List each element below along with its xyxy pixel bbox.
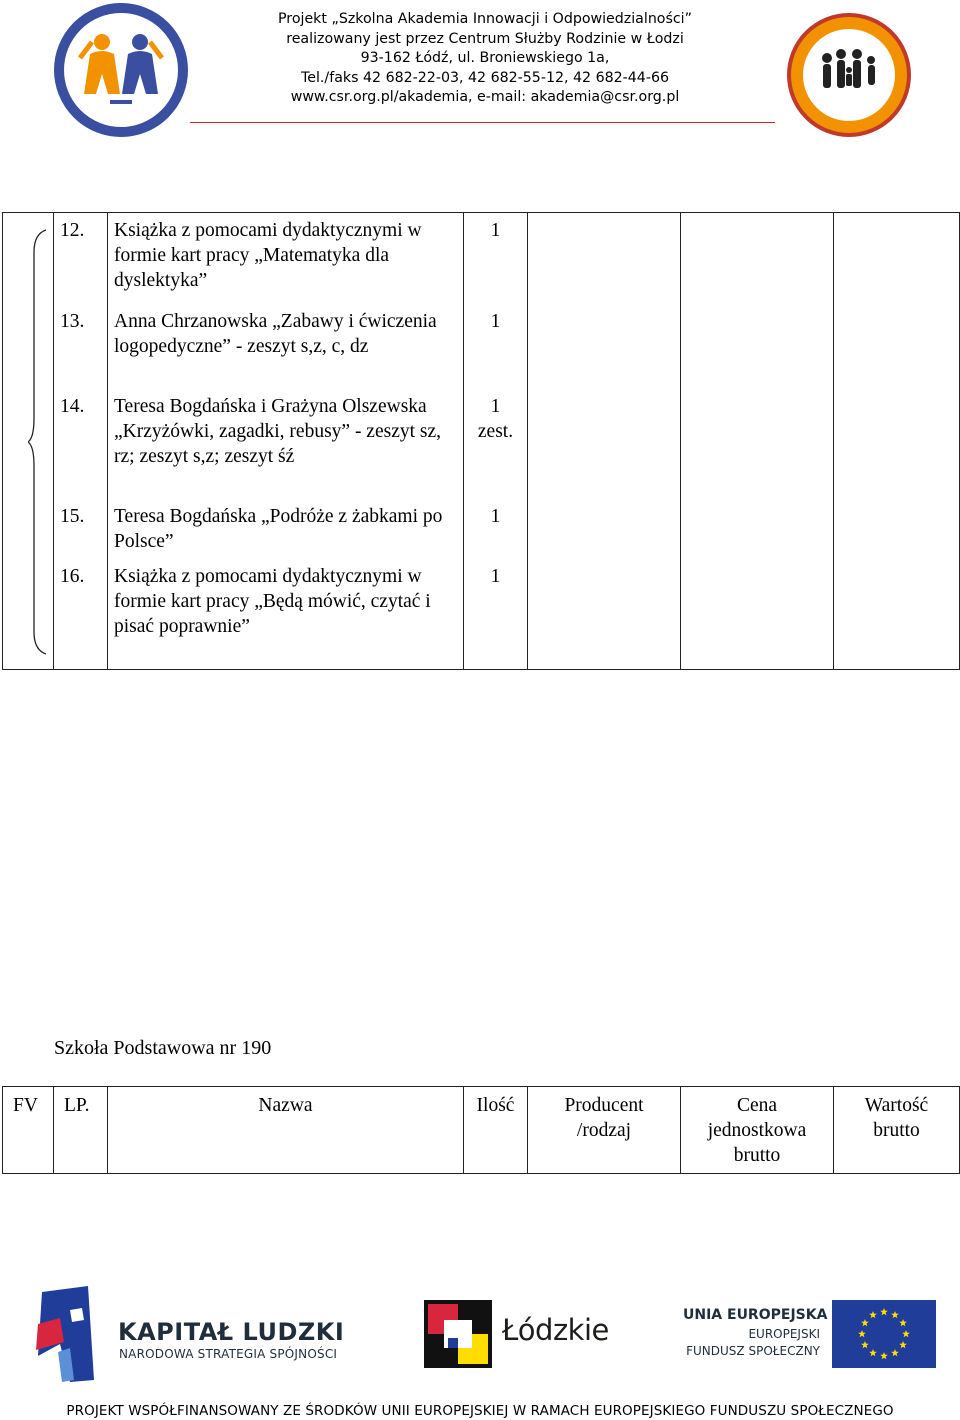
lp-cell: 16. xyxy=(54,559,108,670)
qty-cell: 1 xyxy=(464,213,528,305)
item-title: Teresa Bogdańska „Podróże z żabkami po Polsce” xyxy=(108,499,464,559)
lp-cell: 15. xyxy=(54,499,108,559)
item-title: Anna Chrzanowska „Zabawy i ćwiczenia logopedyczne” - zeszyt s,z, c, dz xyxy=(108,304,464,389)
col-lp: LP. xyxy=(54,1087,108,1174)
eu-title: UNIA EUROPEJSKA xyxy=(683,1307,828,1323)
akademia-logo xyxy=(50,2,192,140)
header-line: Projekt „Szkolna Akademia Innowacji i Odpowiedzialności” xyxy=(278,11,692,27)
lodzkie-wordmark: Łódzkie xyxy=(502,1313,609,1347)
header-line: www.csr.org.pl/akademia, e-mail: akademia@csr.org.pl xyxy=(290,89,680,106)
eu-fund-line: EUROPEJSKI xyxy=(748,1327,820,1341)
eu-flag-icon xyxy=(832,1300,936,1368)
project-header xyxy=(215,10,755,108)
order-header-table xyxy=(2,1086,960,1174)
col-fv: FV xyxy=(3,1087,54,1174)
item-title: Teresa Bogdańska i Grażyna Olszewska „Krzyżówki, zagadki, rebusy” - zeszyt sz, rz; zeszyt s,z; zeszyt śź xyxy=(108,389,464,499)
producer-cell xyxy=(528,213,681,670)
col-producer: Producent /rodzaj xyxy=(528,1087,681,1174)
item-title: Książka z pomocami dydaktycznymi w formie kart pracy „Matematyka dla dyslektyka” xyxy=(108,213,464,305)
items-table xyxy=(2,212,960,670)
col-qty: Ilość xyxy=(464,1087,528,1174)
header-line: 93-162 Łódź, ul. Broniewskiego 1a, xyxy=(360,50,610,67)
lp-cell: 14. xyxy=(54,389,108,499)
eu-fund-line: FUNDUSZ SPOŁECZNY xyxy=(686,1344,820,1358)
col-name: Nazwa xyxy=(108,1087,464,1174)
qty-cell: 1 xyxy=(464,304,528,389)
kapital-ludzki-subtitle: NARODOWA STRATEGIA SPÓJNOŚCI xyxy=(119,1347,338,1361)
table-header-row xyxy=(3,1087,960,1174)
kapital-ludzki-logo xyxy=(30,1284,100,1384)
lp-cell: 12. xyxy=(54,213,108,305)
col-value: Wartość brutto xyxy=(834,1087,960,1174)
qty-cell: 1 xyxy=(464,499,528,559)
lodzkie-logo xyxy=(424,1300,492,1368)
header-divider xyxy=(190,122,775,123)
lp-cell: 13. xyxy=(54,304,108,389)
school-name: Szkoła Podstawowa nr 190 xyxy=(54,1037,272,1059)
item-title: Książka z pomocami dydaktycznymi w formie kart pracy „Będą mówić, czytać i pisać poprawnie” xyxy=(108,559,464,670)
qty-cell: 1 zest. xyxy=(464,389,528,499)
value-cell xyxy=(834,213,960,670)
centrum-logo xyxy=(775,10,923,140)
header-line: realizowany jest przez Centrum Służby Rodzinie w Łodzi xyxy=(286,30,684,47)
qty-cell: 1 xyxy=(464,559,528,670)
cofinancing-note: PROJEKT WSPÓŁFINANSOWANY ZE ŚRODKÓW UNII EUROPEJSKIEJ W RAMACH EUROPEJSKIEGO FUNDUSZU SPOŁECZNEGO xyxy=(66,1403,894,1419)
fv-cell xyxy=(3,213,54,670)
table-row xyxy=(3,213,960,305)
kapital-ludzki-title: KAPITAŁ LUDZKI xyxy=(118,1318,345,1346)
unit-price-cell xyxy=(681,213,834,670)
header-line: Tel./faks 42 682-22-03, 42 682-55-12, 42 682-44-66 xyxy=(300,69,670,86)
col-unit-price: Cena jednostkowa brutto xyxy=(681,1087,834,1174)
